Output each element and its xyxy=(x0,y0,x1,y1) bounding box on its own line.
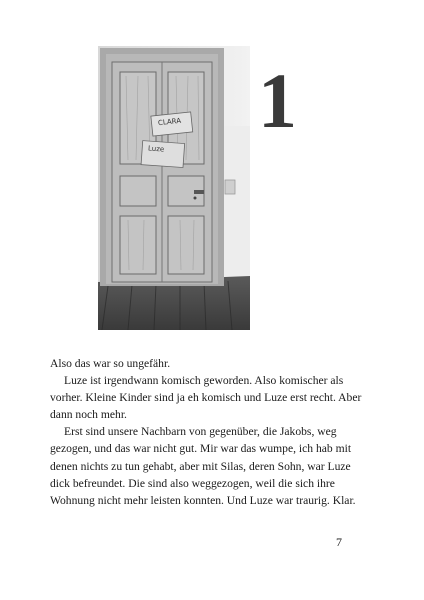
sign-luze-text: Luze xyxy=(147,144,165,154)
paragraph: Erst sind unsere Nachbarn von gegenüber, die Jakobs, weg gezogen, und das war nicht gut. Mir war das wumpe, ich hab mit denen nichts zu tun gehabt, aber mit Silas, deren Sohn, war Luze dick befreundet. Die sind also weggezogen, weil die sich ihre Wohnung nicht mehr leisten konnten. Und Luze war traurig. Klar. xyxy=(50,425,356,507)
chapter-number: 1 xyxy=(258,57,297,144)
page-number: 7 xyxy=(336,535,342,549)
door-illustration xyxy=(98,46,250,330)
chapter-text xyxy=(50,355,368,509)
paragraph: Also das war so ungefähr. xyxy=(50,357,171,370)
sign-clara-text: CLARA xyxy=(157,116,182,128)
paragraph: Luze ist irgendwann komisch geworden. Also komischer als vorher. Kleine Kinder sind ja eh komisch und Luze erst recht. Aber dann noch mehr. xyxy=(50,374,362,422)
